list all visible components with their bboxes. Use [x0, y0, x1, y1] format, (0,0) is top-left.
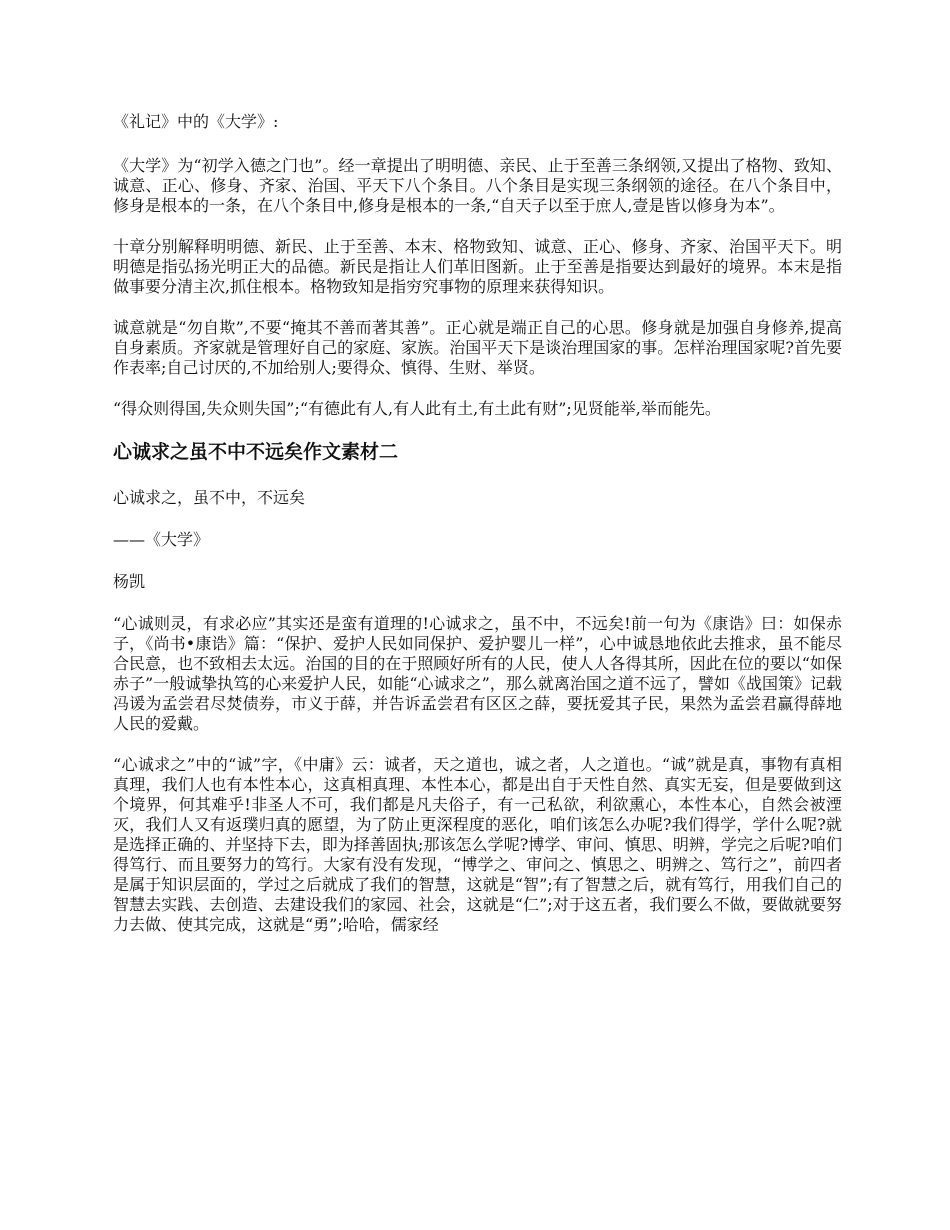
- section2-source: ——《大学》: [113, 530, 210, 549]
- section2-author: 杨凯: [113, 572, 146, 591]
- section1-paragraph-2: 十章分别解释明明德、新民、止于至善、本末、格物致知、诚意、正心、修身、齐家、治国平天下。明明德是指弘扬光明正大的品德。新民是指让人们革旧图新。止于至善是指要达到最好的境界。本末是指做事要分清主次,抓住根本。格物致知是指穷究事物的原理来获得知识。: [113, 237, 842, 296]
- section1-paragraph-1: 《大学》为“初学入德之门也”。经一章提出了明明德、亲民、止于至善三条纲领,又提出了格物、致知、诚意、正心、修身、齐家、治国、平天下八个条目。八个条目是实现三条纲领的途径。在八个条目中，修身是根本的一条，在八个条目中,修身是根本的一条,“自天子以至于庶人,壹是皆以修身为本”。: [113, 156, 842, 215]
- section2-paragraph-2: “心诚求之”中的“诚”字，《中庸》云：诚者，天之道也，诚之者，人之道也。“诚”就是真，事物有真相真理，我们人也有本性本心，这真相真理、本性本心，都是出自于天性自然、真实无妄，但是要做到这个境界，何其难乎!非圣人不可，我们都是凡夫俗子，有一己私欲，利欲熏心，本性本心，自然会被湮灭，我们人又有返璞归真的愿望，为了防止更深程度的恶化，咱们该怎么办呢?我们得学，学什么呢?就是选择正确的、并坚持下去，即为择善固执;那该怎么学呢?博学、审问、慎思、明辨，学完之后呢?咱们得笃行、而且要努力的笃行。大家有没有发现，“博学之、审问之、慎思之、明辨之、笃行之”，前四者是属于知识层面的，学过之后就成了我们的智慧，这就是“智”;有了智慧之后，就有笃行，用我们自己的智慧去实践、去创造、去建设我们的家园、社会，这就是“仁”;对于这五者，我们要么不做，要做就要努力去做、使其完成，这就是“勇”;哈哈，儒家经: [113, 755, 842, 934]
- section1-paragraph-3: 诚意就是“勿自欺”,不要“掩其不善而著其善”。正心就是端正自己的心思。修身就是加强自身修养,提高自身素质。齐家就是管理好自己的家庭、家族。治国平天下是谈治理国家的事。怎样治理国家呢?首先要作表率;自己讨厌的,不加给别人;要得众、慎得、生财、举贤。: [113, 318, 842, 377]
- section2-heading: 心诚求之虽不中不远矣作文素材二: [113, 441, 399, 463]
- section2-quote: 心诚求之，虽不中，不远矣: [113, 488, 306, 507]
- section2-paragraph-1: “心诚则灵，有求必应”其实还是蛮有道理的!心诚求之，虽不中，不远矣!前一句为《康诰》曰：如保赤子，《尚书•康诰》篇：“保护、爱护人民如同保护、爱护婴儿一样”，心中诚恳地依此去推求，虽不能尽合民意，也不致相去太远。治国的目的在于照顾好所有的人民，使人人各得其所，因此在位的要以“如保赤子”一般诚挚执笃的心来爱护人民，如能“心诚求之”，那么就离治国之道不远了，譬如《战国策》记载冯谖为孟尝君尽焚债券，市义于薛，并告诉孟尝君有区区之薛，要抚爱其子民，果然为孟尝君赢得薛地人民的爱戴。: [113, 614, 842, 733]
- section1-paragraph-4: “得众则得国,失众则失国”;“有德此有人,有人此有土,有土此有财”;见贤能举,举而能先。: [113, 399, 721, 418]
- section1-intro: 《礼记》中的《大学》:: [113, 112, 279, 131]
